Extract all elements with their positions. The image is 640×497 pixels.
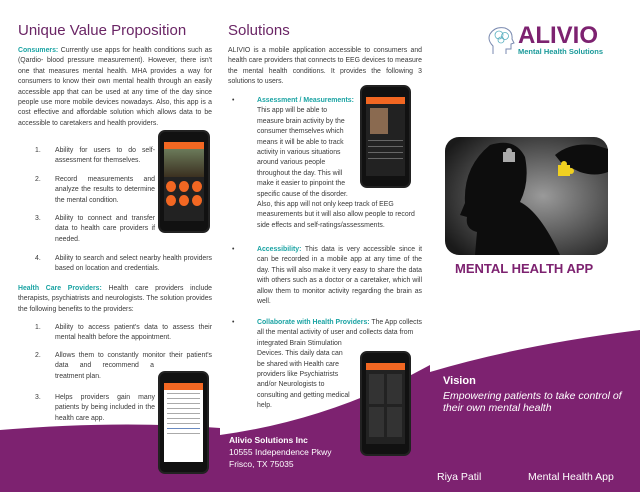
consumer-benefits-list	[35, 146, 155, 253]
uvp-title: Unique Value Proposition	[18, 22, 187, 39]
list-item: 1. Ability for users to do self-assessment for themselves.	[35, 147, 155, 165]
vision-title: Vision	[443, 375, 476, 387]
phone-mockup-home	[158, 130, 210, 233]
address-line-1: 10555 Independence Pkwy	[229, 447, 332, 457]
mental-health-illustration	[445, 137, 608, 255]
phone-mockup-profile	[360, 85, 411, 188]
bullet-assessment: • Assessment / Measurements: This app will be able to measure brain activity by the consumer themselves which means it will be able to track activity in various situations around various people throughout the day. This will make it easier to pinpoint the specific cause of the disorder. Also, this app will not only keep track of EEG measurements but it will also allow people to record side effects and self-ratings/assessments.	[232, 97, 415, 229]
list-item: 2. Allows them to constantly monitor their patient's data and recommend a treatment plan.	[35, 352, 212, 380]
list-item: 2. Record measurements and analyze the results to determine the mental condition.	[35, 175, 155, 204]
providers-paragraph	[18, 284, 212, 315]
consumers-paragraph	[18, 46, 212, 129]
company-address	[229, 434, 332, 470]
consumers-label: Consumers:	[18, 47, 59, 54]
providers-text: Health care providers include therapists, psychiatrists and neurologists. The solution provides the following benefits to the providers:	[18, 285, 212, 313]
company-name: Alivio Solutions Inc	[229, 435, 308, 445]
solutions-intro: ALIVIO is a mobile application accessible to consumers and health care providers that connects to EEG devices to measure the mental health conditions. It provides the following 3 solutions to users.	[228, 47, 422, 86]
bullet-accessibility: • Accessibility: This data is very accessible since it can be recorded in a mobile app at any time of the day. This will also make it very easy to share the data with others such as a doctor or a caretaker, which will allow them to monitor activity regarding the brain as well.	[232, 246, 422, 306]
providers-label: Health Care Providers:	[18, 285, 102, 292]
footer-title: Mental Health App	[528, 471, 614, 483]
bullet-collaborate: • Collaborate with Health Providers: The App collects all the mental activity of user and collects data from integrated Brain Stimulation Devices. This daily data can be shared with Health care providers like Psychiatrists and/or Neurologists to consulting and getting medical help.	[232, 319, 422, 410]
consumers-text: Currently use apps for health conditions such as (Qardio- blood pressure measurement). However, there isn't one that measures mental health. MHA provides a way for consumers to know their own mental health through an easily accessible app that can be used at any time of the day since people use more mobile devices nowadays. Also, this app is a cost effective and affordable solution which allows data to be accessible to caretakers and health providers.	[18, 47, 212, 127]
author-name: Riya Patil	[437, 471, 482, 483]
vision-text: Empowering patients to take control of their own mental health	[443, 390, 622, 414]
brain-head-icon	[487, 26, 515, 56]
alivio-logo	[487, 22, 604, 56]
phone-mockup-apps	[360, 351, 411, 456]
list-item: 4. Ability to search and select nearby health providers based on location and credentials.	[35, 255, 212, 273]
phone-mockup-list	[158, 371, 209, 474]
app-title: MENTAL HEALTH APP	[455, 261, 594, 276]
solutions-title: Solutions	[228, 22, 290, 39]
logo-text: ALIVIO	[518, 22, 599, 49]
logo-subtitle: Mental Health Solutions	[518, 47, 604, 56]
list-item: 3. Ability to connect and transfer data to health care providers if needed.	[35, 215, 155, 243]
list-item: 3. Helps providers gain many patients by being included in the health care app.	[35, 394, 155, 422]
list-item: 1. Ability to access patient's data to assess their mental health before the appointment.	[35, 324, 212, 342]
address-line-2: Frisco, TX 75035	[229, 459, 294, 469]
